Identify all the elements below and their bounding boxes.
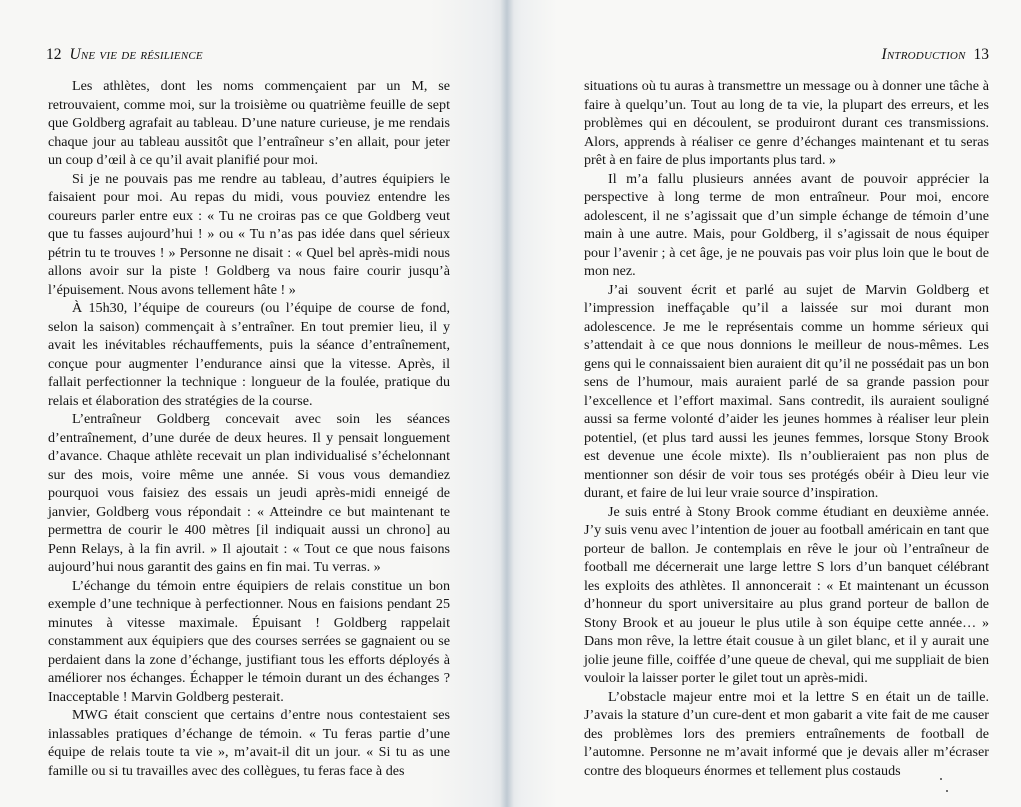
continued-paragraph: situations où tu auras à transmettre un message ou à donner une tâche à faire à quelqu’un. Tout au long de ta vie, la plupart des erreurs, et les problèmes qui en découlent, se produiront durant ces transmissions. Alors, apprends à réaliser ce genre d’échanges maintenant et tu seras prêt à en faire de plus importants plus tard. » — [584, 78, 989, 168]
paragraph: L’obstacle majeur entre moi et la lettre S en était un de taille. J’avais la stature d’un cure-dent et mon gabarit a vite fait de me causer des problèmes lors des premiers entraînements de football de l’automne. Personne ne m’avait informé que je devais aller m’écraser contre des bloqueurs énormes et tellement plus costauds — [584, 688, 989, 779]
paragraph: Il m’a fallu plusieurs années avant de pouvoir apprécier la perspective à long terme de mon entraîneur. Pour moi, encore adolescent, il ne s’agissait que d’un simple échange de témoin d’une main à une autre. Mais, pour Goldberg, il s’agissait de nous équiper pour l’avenir ; à cet âge, je ne pouvais pas voir plus loin que le bout de mon nez. — [584, 170, 989, 279]
paragraph: MWG était conscient que certains d’entre nous contestaient ses inlassables pratiques d’échange de témoin. « Tu feras partie d’une équipe de relais toute ta vie », m’avait-il dit un jour. « Si tu as une famille ou si tu travailles avec des collègues, tu feras face à des — [48, 707, 450, 779]
print-speck — [946, 790, 948, 792]
paragraph: Je suis entré à Stony Brook comme étudiant en deuxième année. J’y suis venu avec l’intention de jouer au football américain en tant que porteur de ballon. Je contemplais en rêve le jour où l’entraîneur de football me décernerait une large lettre S lors d’un banquet célébrant les exploits des athlètes. Il annoncerait : « Et maintenant un écusson d’honneur du sport universitaire au plus grand porteur de ballon de Stony Brook et au joueur le plus utile à son équipe cette année… » Dans mon rêve, la lettre était cousue à un gilet blanc, et il y aurait une jolie jeune fille, coiffée d’une queue de cheval, qui me suppliait de bien vouloir la laisser porter le gilet tout un après-midi. — [584, 503, 989, 686]
paragraph: Les athlètes, dont les noms commençaient par un M, se retrouvaient, comme moi, sur la troisième ou quatrième feuille de sept que Goldberg agrafait au tableau. D’une nature curieuse, je me rendais chaque jour au tableau aussitôt que l’entraîneur s’en allait, pour jeter un coup d’œil à ce qu’il avait planifié pour moi. — [48, 78, 450, 168]
print-speck — [940, 778, 942, 780]
right-running-title: Introduction — [881, 46, 966, 63]
left-running-title: Une vie de résilience — [69, 46, 203, 63]
right-page-number: 13 — [973, 46, 989, 63]
left-page-text — [48, 77, 450, 780]
left-running-header — [46, 46, 203, 64]
paragraph: À 15h30, l’équipe de coureurs (ou l’équipe de course de fond, selon la saison) commençait à s’entraîner. En tout premier lieu, il y avait les inévitables réchauffements, puis la séance d’entraînement, conçue pour augmenter l’endurance ainsi que la vitesse. Après, il fallait perfectionner la technique : longueur de la foulée, pratique du relais et élaboration des stratégies de la course. — [48, 300, 450, 409]
left-page-number: 12 — [46, 46, 62, 63]
right-page-text — [584, 77, 989, 780]
book-gutter — [500, 0, 514, 807]
paragraph: Si je ne pouvais pas me rendre au tableau, d’autres équipiers le faisaient pour moi. Au repas du midi, vous pouviez entendre les coureurs parler entre eux : « Tu ne croiras pas ce que Goldberg veut que tu fasses aujourd’hui ! » ou « Tu n’as pas idée dans quel sérieux pétrin tu te trouves ! » Personne ne disait : « Quel bel après-midi nous allons avoir sur la piste ! Goldberg va nous faire courir jusqu’à l’épuisement. Nous avons tellement hâte ! » — [48, 170, 450, 298]
paragraph: L’entraîneur Goldberg concevait avec soin les séances d’entraînement, d’une durée de deux heures. Il y pensait longuement d’avance. Chaque athlète recevait un plan individualisé s’échelonnant sur des mois, voire même une année. Si vous vous demandiez pourquoi vous faisiez des essais un jeudi après-midi enneigé de janvier, Goldberg vous répondait : « Atteindre ce but maintenant te permettra de courir le 400 mètres [il indiquait aussi un chrono] au Penn Relays, à la fin avril. » Il ajoutait : « Tout ce que nous faisons aujourd’hui nous garantit des gains en fin mai. Tu verras. » — [48, 411, 450, 575]
paragraph: J’ai souvent écrit et parlé au sujet de Marvin Goldberg et l’impression ineffaçable qu’il a laissée sur moi durant mon adolescence. Je me le représentais comme un homme sérieux qui s’attendait à ce que nous donnions le meilleur de nous-mêmes. Les gens qui le connaissaient bien auraient dit qu’il ne possédait pas un bon sens de l’humour, mais auraient parlé de sa grande passion pour l’excellence et l’effort maximal. Sans contredit, ils auraient souligné aussi sa ferme volonté d’aider les jeunes hommes à réaliser leur plein potentiel, (et plus tard aussi les jeunes femmes, lorsque Stony Brook est devenue une école mixte). Ils n’oublieraient pas non plus de mentionner son désir de voir tous ses protégés obéir à Dieu leur vie durant, et faire de lui leur vraie source d’inspiration. — [584, 281, 989, 501]
paragraph: L’échange du témoin entre équipiers de relais constitue un bon exemple d’une technique à perfectionner. Nous en faisions pendant 25 minutes à vitesse maximale. Épuisant ! Goldberg rappelait constamment aux équipiers que des courses serrées se gagnaient ou se perdaient dans la zone d’échange, justifiant tous les efforts déployés à améliorer nos échanges. Échapper le témoin durant un des échanges ? Inacceptable ! Marvin Goldberg pesterait. — [48, 577, 450, 705]
right-running-header — [882, 46, 989, 64]
